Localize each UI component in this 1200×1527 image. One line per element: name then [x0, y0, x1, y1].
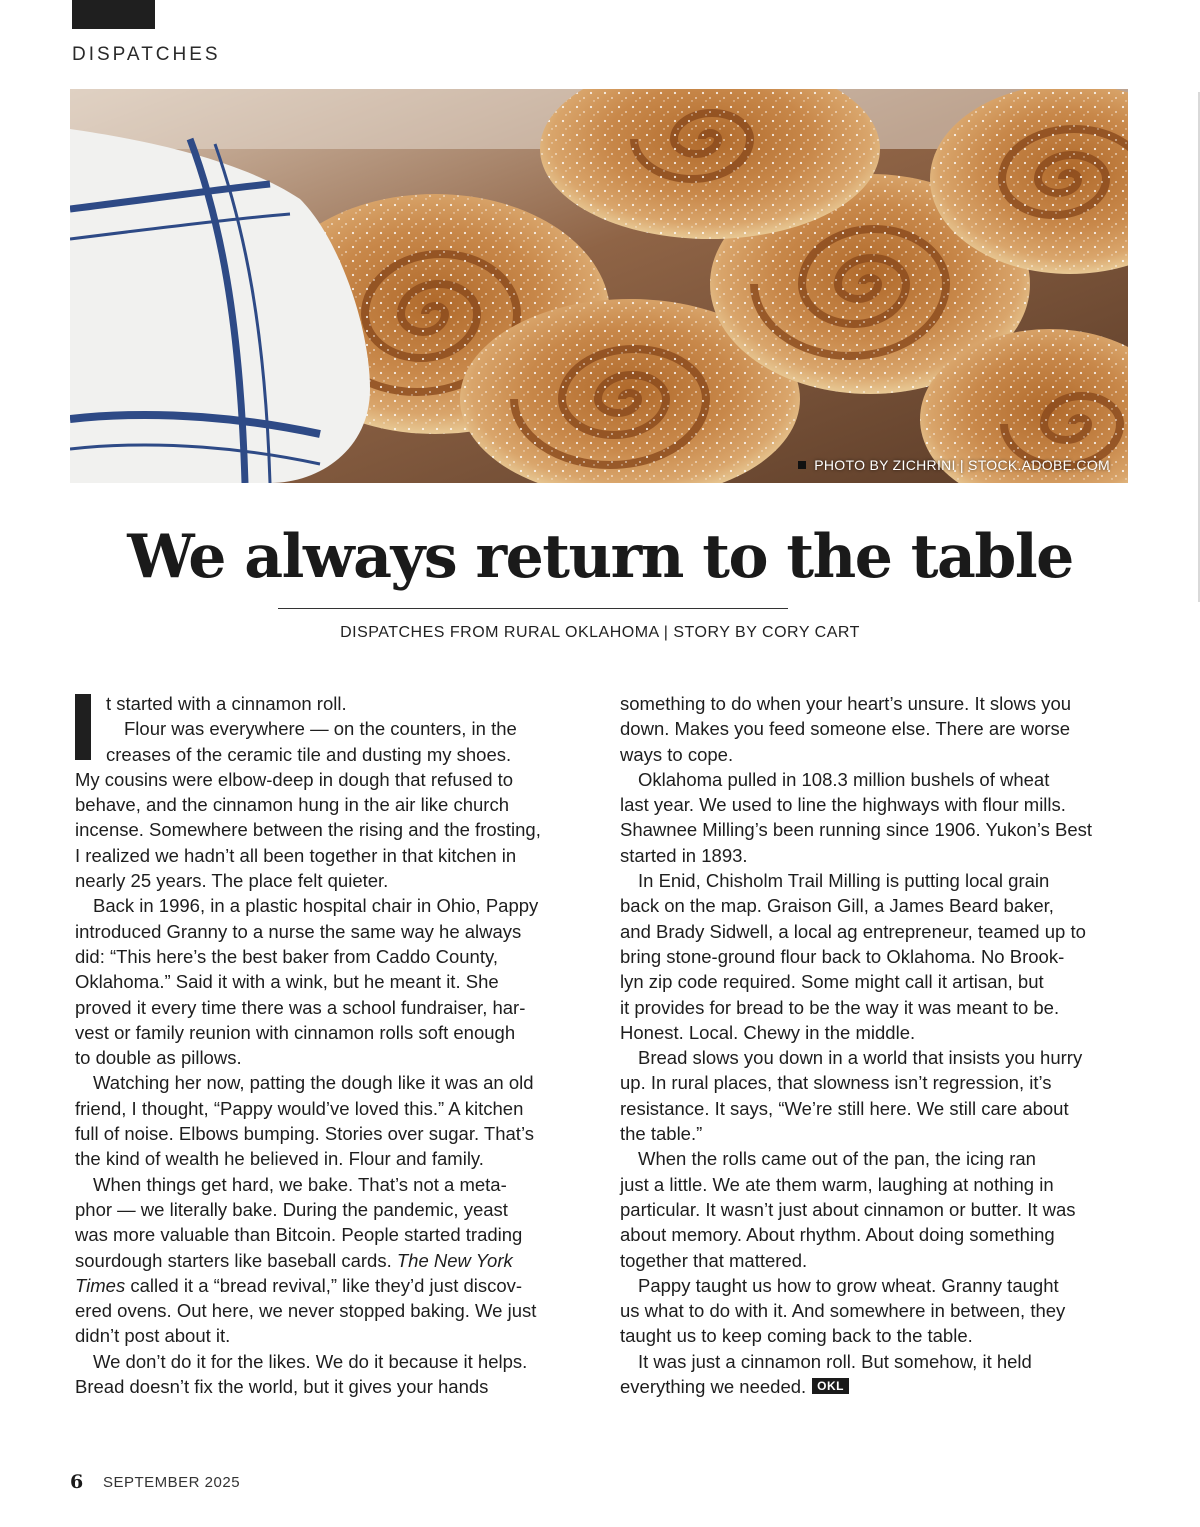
publication-title: The New York: [396, 1249, 513, 1271]
body-line: resistance. It says, “We’re still here. We still care about: [620, 1097, 1069, 1119]
body-line: introduced Granny to a nurse the same way he always: [75, 920, 522, 942]
body-line: Oklahoma pulled in 108.3 million bushels of wheat: [638, 768, 1050, 790]
body-line: full of noise. Elbows bumping. Stories over sugar. That’s: [75, 1123, 534, 1145]
page-number: 6: [70, 1471, 84, 1493]
body-line: didn’t post about it.: [75, 1325, 231, 1347]
body-line: last year. We used to line the highways with flour mills.: [620, 794, 1066, 816]
body-line: particular. It wasn’t just about cinnamon or butter. It was: [620, 1198, 1076, 1220]
body-line: down. Makes you feed someone else. There are worse: [620, 718, 1071, 740]
drop-cap: [75, 694, 91, 760]
body-line: nearly 25 years. The place felt quieter.: [75, 870, 389, 892]
body-line: [620, 1374, 1132, 1399]
body-line: ered ovens. Out here, we never stopped baking. We just: [75, 1300, 537, 1322]
section-tab: [72, 0, 155, 29]
credit-square-icon: [798, 461, 806, 469]
section-label: DISPATCHES: [72, 44, 221, 65]
column-right: [620, 691, 1132, 1399]
column-left: [75, 691, 587, 1399]
body-line-text: called it a “bread revival,” like they’d just discov-: [125, 1274, 523, 1296]
body-line: us what to do with it. And somewhere in between, they: [620, 1300, 1066, 1322]
body-line: phor — we literally bake. During the pandemic, yeast: [75, 1198, 508, 1220]
body-line: was more valuable than Bitcoin. People started trading: [75, 1224, 523, 1246]
body-line: the kind of wealth he believed in. Flour and family.: [75, 1148, 484, 1170]
body-line: It was just a cinnamon roll. But somehow, it held: [638, 1350, 1032, 1372]
body-line: just a little. We ate them warm, laughing at nothing in: [620, 1173, 1054, 1195]
body-line: Bread doesn’t fix the world, but it gives your hands: [75, 1376, 489, 1398]
body-line: [75, 1248, 587, 1273]
body-line: it provides for bread to be the way it was meant to be.: [620, 996, 1060, 1018]
body-line-text: sourdough starters like baseball cards.: [75, 1249, 397, 1271]
body-line: Pappy taught us how to grow wheat. Granny taught: [638, 1274, 1059, 1296]
body-line: When the rolls came out of the pan, the icing ran: [638, 1148, 1036, 1170]
body-line: ways to cope.: [620, 743, 734, 765]
body-line-text: everything we needed.: [620, 1376, 807, 1398]
body-line: back on the map. Graison Gill, a James Beard baker,: [620, 895, 1054, 917]
okl-end-mark-icon: OKL: [812, 1378, 849, 1394]
body-line: vest or family reunion with cinnamon rolls soft enough: [75, 1021, 516, 1043]
body-line: When things get hard, we bake. That’s not a meta-: [93, 1173, 507, 1195]
body-line: up. In rural places, that slowness isn’t regression, it’s: [620, 1072, 1052, 1094]
body-line: Flour was everywhere — on the counters, in the: [124, 718, 517, 740]
body-line: I realized we hadn’t all been together in that kitchen in: [75, 844, 517, 866]
lead-paragraph: [75, 691, 587, 767]
hero-photo: [70, 89, 1128, 483]
body-line: Honest. Local. Chewy in the middle.: [620, 1021, 916, 1043]
body-line: bring stone-ground flour back to Oklahoma. No Brook-: [620, 945, 1065, 967]
body-line: Shawnee Milling’s been running since 1906. Yukon’s Best: [620, 819, 1093, 841]
body-line: and Brady Sidwell, a local ag entrepreneur, teamed up to: [620, 920, 1086, 942]
body-line: [75, 1273, 587, 1298]
article-headline: We always return to the table: [127, 522, 1073, 592]
body-line: something to do when your heart’s unsure. It slows you: [620, 693, 1072, 714]
body-line: friend, I thought, “Pappy would’ve loved this.” A kitchen: [75, 1097, 524, 1119]
article-dek: DISPATCHES FROM RURAL OKLAHOMA | STORY BY CORY CART: [340, 624, 860, 641]
body-line: creases of the ceramic tile and dusting my shoes.: [106, 743, 512, 765]
body-line: t started with a cinnamon roll.: [106, 693, 347, 714]
body-line: incense. Somewhere between the rising and the frosting,: [75, 819, 541, 841]
issue-date: SEPTEMBER 2025: [103, 1474, 241, 1491]
body-line: My cousins were elbow-deep in dough that refused to: [75, 768, 514, 790]
body-line: Watching her now, patting the dough like it was an old: [93, 1072, 534, 1094]
body-line: behave, and the cinnamon hung in the air like church: [75, 794, 510, 816]
body-line: together that mattered.: [620, 1249, 808, 1271]
publication-title: Times: [75, 1274, 126, 1296]
body-line: the table.”: [620, 1123, 703, 1145]
body-line: In Enid, Chisholm Trail Milling is putting local grain: [638, 870, 1050, 892]
body-line: did: “This here’s the best baker from Caddo County,: [75, 945, 498, 967]
body-line: started in 1893.: [620, 844, 748, 866]
body-line: Bread slows you down in a world that insists you hurry: [638, 1047, 1083, 1069]
photo-credit: [798, 457, 1110, 473]
body-line: We don’t do it for the likes. We do it because it helps.: [93, 1350, 528, 1372]
body-line: lyn zip code required. Some might call it artisan, but: [620, 971, 1044, 993]
body-line: taught us to keep coming back to the table.: [620, 1325, 973, 1347]
headline-rule: [278, 608, 788, 609]
body-line: proved it every time there was a school fundraiser, har-: [75, 996, 526, 1018]
body-line: Back in 1996, in a plastic hospital chair in Ohio, Pappy: [93, 895, 539, 917]
cinnamon-rolls-photo: [70, 89, 1128, 483]
body-line: to double as pillows.: [75, 1047, 242, 1069]
photo-credit-text: PHOTO BY ZICHRINI | STOCK.ADOBE.COM: [814, 457, 1110, 473]
body-line: Oklahoma.” Said it with a wink, but he meant it. She: [75, 971, 499, 993]
body-line: about memory. About rhythm. About doing something: [620, 1224, 1055, 1246]
